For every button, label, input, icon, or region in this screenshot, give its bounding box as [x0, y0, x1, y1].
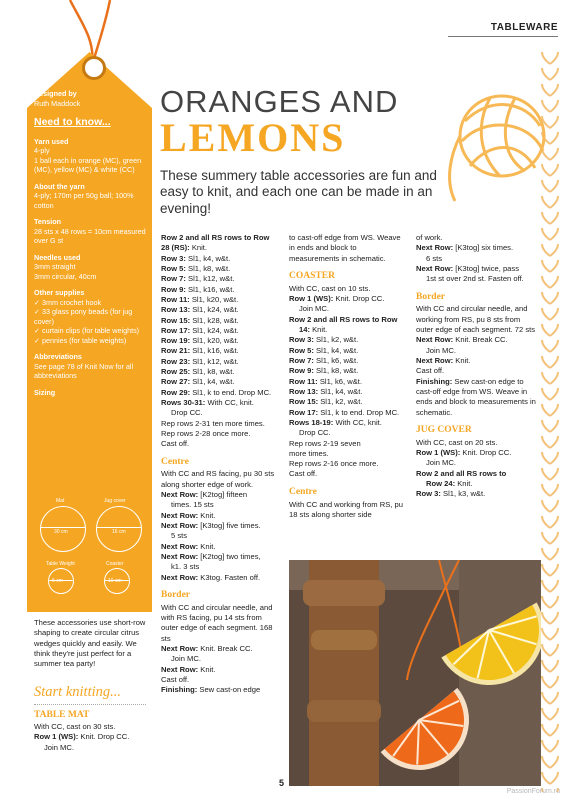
pattern-line: Drop CC.	[171, 408, 203, 418]
watermark-credit: PassionForum.ru	[506, 788, 560, 795]
table-mat-body	[34, 722, 154, 753]
pattern-line: Rep rows 2-31 ten more times.	[161, 418, 265, 428]
tension-heading: Tension	[34, 217, 62, 227]
pattern-line: With CC and circular needle, and with RS facing, pu 14 sts from outer edge of each segment. 168 sts	[161, 602, 273, 643]
yarn-used-line: 1 ball each in orange (MC), green (MC), yellow (MC) & white (CC)	[34, 155, 142, 175]
sizing-label: 16 cm	[112, 529, 126, 535]
instructions-column-2	[289, 233, 407, 520]
pattern-line: Rows 30-31: With CC, knit.	[161, 398, 254, 407]
pattern-line: times. 15 sts	[171, 500, 214, 510]
pattern-line: more times.	[289, 448, 329, 458]
sizing-heading: Sizing	[34, 387, 56, 397]
pattern-line: Next Row: K3tog. Fasten off.	[161, 572, 261, 582]
pattern-line: Rows 18-19: With CC, knit.	[289, 417, 382, 427]
supply-item: ✓ pennies (for table weights)	[34, 335, 127, 345]
pattern-line: Row 19: Sl1, k20, w&t.	[161, 336, 239, 346]
pattern-line: Cast off.	[161, 675, 190, 684]
pattern-line: With CC, cast on 10 sts.	[289, 283, 371, 293]
pattern-line: Next Row: Knit. Break CC.	[161, 644, 253, 654]
pattern-line: Cast off.	[289, 469, 318, 479]
table-mat-heading: TABLE MAT	[34, 710, 90, 720]
side-intro-text: These accessories use short-row shaping to create circular citrus wedges quickly and easily. We think they're just perfect for a summer tea party!	[34, 618, 146, 668]
pattern-line: Drop CC.	[299, 428, 331, 438]
supply-item: ✓ 33 glass pony beads (for jug cover)	[34, 307, 133, 326]
pattern-line: Row 7: Sl1, k6, w&t.	[289, 356, 359, 366]
pattern-line: Row 2 and all RS rows to Row 28 (RS): Knit.	[161, 233, 270, 253]
needles-heading: Needles used	[34, 252, 81, 262]
designed-by-label: Designed by	[34, 89, 77, 98]
pattern-line: Row 21: Sl1, k16, w&t.	[161, 346, 239, 356]
pattern-line: Next Row: [K2tog] two times,	[161, 551, 261, 561]
check-icon: ✓	[34, 335, 41, 345]
pattern-line: With CC, cast on 20 sts.	[416, 437, 498, 447]
pattern-line: Row 24: Knit.	[426, 479, 473, 489]
page-number: 5	[279, 778, 285, 788]
pattern-line: to cast-off edge from WS. Weave in ends and block to measurements in schematic.	[289, 233, 401, 263]
tag-string	[0, 0, 140, 70]
pattern-line: Row 5: Sl1, k8, w&t.	[161, 263, 231, 273]
other-supplies-heading: Other supplies	[34, 288, 85, 298]
sizing-schematic	[34, 492, 147, 594]
knitted-citrus-photo	[289, 560, 541, 786]
pattern-line: Row 3: Sl1, k2, w&t.	[289, 335, 359, 345]
title-line-1: ORANGES AND	[160, 84, 399, 119]
pattern-line: Row 29: Sl1, k to end. Drop MC.	[161, 387, 272, 397]
need-to-know-heading: Need to know...	[34, 116, 111, 128]
pattern-line: Row 1 (WS): Knit. Drop CC.	[416, 448, 512, 458]
sizing-label: Jug cover	[104, 498, 126, 504]
pattern-line: Row 1 (WS): Knit. Drop CC.	[289, 294, 385, 304]
pattern-line: Row 1 (WS): Knit. Drop CC.	[34, 732, 130, 742]
needles-line: 3mm straight	[34, 262, 76, 272]
supply-item: ✓ curtain clips (for table weights)	[34, 326, 140, 336]
yarn-used-heading: Yarn used	[34, 136, 69, 146]
pattern-line: Rep rows 2-16 once more.	[289, 459, 379, 469]
pattern-line: Next Row: Knit.	[161, 510, 216, 520]
sizing-label: Table Weight	[46, 561, 75, 567]
about-yarn-text: 4-ply; 170m per 50g ball; 100% cotton	[34, 191, 134, 210]
check-icon: ✓	[34, 297, 41, 307]
pattern-line: of work.	[416, 233, 443, 242]
pattern-line: Row 3: Sl1, k3, w&t.	[416, 489, 486, 499]
pattern-line: 14: Knit.	[299, 325, 328, 335]
title-line-2: LEMONS	[160, 115, 346, 160]
pattern-line: Row 9: Sl1, k16, w&t.	[161, 284, 235, 294]
pattern-line: 5 sts	[171, 531, 188, 541]
pattern-line: Row 17: Sl1, k24, w&t.	[161, 325, 239, 335]
pattern-subheading: COASTER	[289, 270, 335, 281]
pattern-line: Join MC.	[426, 458, 456, 468]
abbreviations-heading: Abbreviations	[34, 352, 82, 362]
pattern-subheading: Centre	[289, 486, 317, 497]
pattern-line: Finishing: Sew cast-on edge	[161, 685, 261, 695]
instructions-column-3	[416, 233, 536, 500]
pattern-line: Row 9: Sl1, k8, w&t.	[289, 366, 359, 376]
pattern-line: Join MC.	[44, 742, 74, 752]
intro-text: These summery table accessories are fun and easy to knit, and each one can be made in an evening!	[160, 168, 437, 216]
pattern-line: Next Row: [K2tog] fifteen	[161, 490, 248, 500]
pattern-line: Finishing: Sew cast-on edge to cast-off edge from WS. Weave in ends and block to measurements in schematic.	[416, 376, 536, 417]
about-yarn-heading: About the yarn	[34, 181, 85, 191]
check-icon: ✓	[34, 307, 41, 317]
tag-hole-icon	[82, 56, 106, 80]
pattern-line: With CC, cast on 30 sts.	[34, 722, 116, 731]
pattern-line: Row 25: Sl1, k8, w&t.	[161, 367, 235, 377]
pattern-line: Row 2 and all RS rows to Row	[289, 314, 398, 324]
yarn-used-line: 4-ply	[34, 146, 50, 156]
pattern-line: 1st st over 2nd st. Fasten off.	[426, 274, 524, 284]
abbreviations-text: See page 78 of Knit Now for all abbreviations	[34, 361, 134, 381]
pattern-line: Join MC.	[299, 304, 329, 314]
needles-line: 3mm circular, 40cm	[34, 271, 97, 281]
pattern-line: Row 15: Sl1, k2, w&t.	[289, 397, 363, 407]
pattern-line: Join MC.	[171, 654, 201, 664]
check-icon: ✓	[34, 326, 41, 336]
pattern-line: Row 3: Sl1, k4, w&t.	[161, 253, 231, 263]
supply-item: ✓ 3mm crochet hook	[34, 297, 102, 307]
pattern-line: k1. 3 sts	[171, 562, 200, 572]
pattern-line: Next Row: Knit.	[161, 541, 216, 551]
pattern-line: Row 11: Sl1, k6, w&t.	[289, 376, 363, 386]
yarn-ball-illustration	[440, 56, 550, 206]
pattern-line: Cast off.	[161, 439, 190, 449]
pattern-line: Next Row: Knit.	[416, 356, 471, 366]
sizing-label: Coaster	[106, 561, 124, 567]
pattern-line: With CC and working from RS, pu 18 sts along shorter side	[289, 499, 403, 519]
pattern-line: Rep rows 2-19 seven	[289, 438, 361, 448]
pattern-line: Row 5: Sl1, k4, w&t.	[289, 345, 359, 355]
pattern-line: Row 7: Sl1, k12, w&t.	[161, 274, 235, 284]
pattern-line: With CC and circular needle, and working from RS, pu 8 sts from outer edge of each segment. 72 sts	[416, 304, 536, 335]
pattern-line: Next Row: Knit.	[161, 664, 216, 674]
pattern-line: Rep rows 2-28 once more.	[161, 428, 251, 438]
pattern-line: Join MC.	[426, 345, 456, 355]
sizing-label: 30 cm	[54, 529, 68, 535]
pattern-subheading: Border	[416, 291, 446, 302]
designer-name: Ruth Maddock	[34, 98, 81, 108]
pattern-line: Row 15: Sl1, k28, w&t.	[161, 315, 239, 325]
need-to-know-panel	[34, 82, 147, 397]
pattern-subheading: JUG COVER	[416, 424, 472, 435]
pattern-line: Row 11: Sl1, k20, w&t.	[161, 294, 239, 304]
pattern-line: With CC and RS facing, pu 30 sts along shorter edge of work.	[161, 469, 275, 489]
pattern-line: Row 13: Sl1, k4, w&t.	[289, 386, 363, 396]
pattern-line: Cast off.	[416, 366, 445, 376]
pattern-line: Next Row: [K3tog] twice, pass	[416, 263, 519, 273]
pattern-subheading: Centre	[161, 456, 189, 467]
pattern-line: Next Row: [K3tog] five times.	[161, 521, 261, 531]
pattern-line: 6 sts	[426, 253, 443, 263]
pattern-line: Row 27: Sl1, k4, w&t.	[161, 377, 235, 387]
pattern-line: Row 23: Sl1, k12, w&t.	[161, 356, 239, 366]
tension-text: 28 sts x 48 rows = 10cm measured over G st	[34, 226, 146, 246]
pattern-line: Next Row: [K3tog] six times.	[416, 243, 514, 253]
section-label: TABLEWARE	[448, 22, 558, 37]
start-knitting-heading: Start knitting...	[34, 684, 121, 700]
sizing-label: 6 cm	[52, 578, 63, 584]
sizing-label: 10 cm	[108, 578, 122, 584]
instructions-column-1	[161, 233, 279, 696]
sizing-label: Mat	[56, 498, 65, 504]
pattern-line: Row 2 and all RS rows to	[416, 468, 507, 478]
pattern-line: Row 17: Sl1, k to end. Drop MC.	[289, 407, 400, 417]
pattern-line: Next Row: Knit. Break CC.	[416, 335, 508, 345]
pattern-line: Row 13: Sl1, k24, w&t.	[161, 305, 239, 315]
pattern-subheading: Border	[161, 589, 191, 600]
divider	[34, 704, 146, 705]
